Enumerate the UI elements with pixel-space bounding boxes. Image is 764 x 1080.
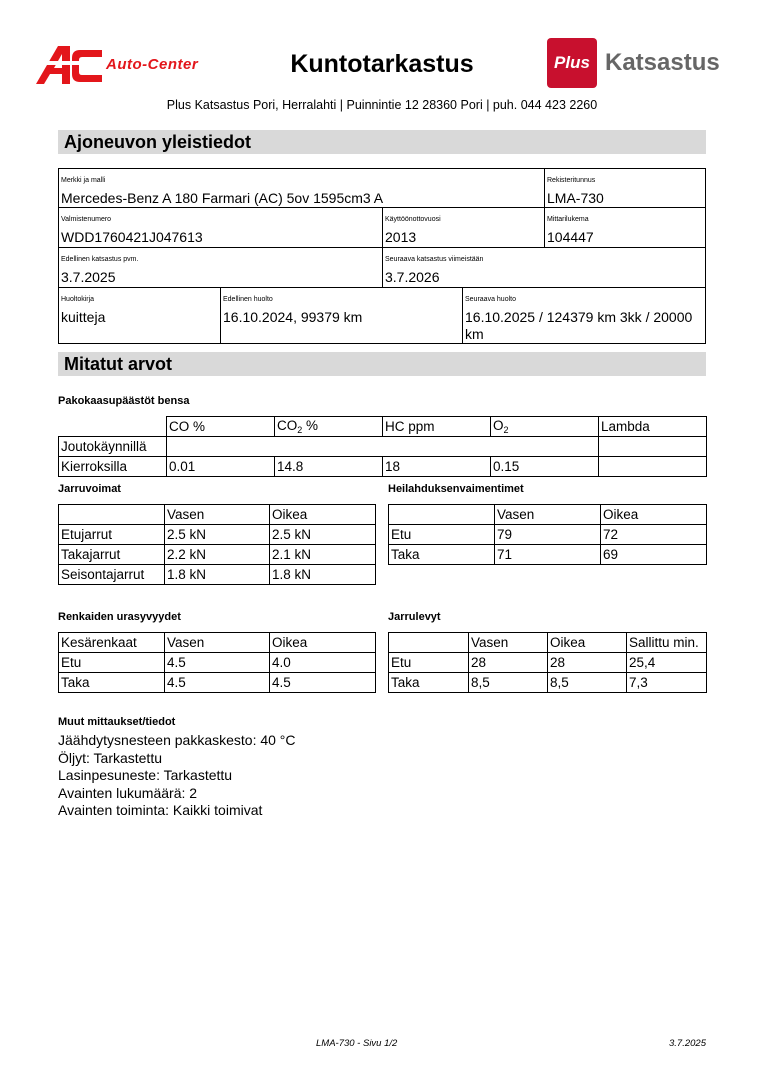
table-row [389,545,707,565]
page-title: Kuntotarkastus [290,50,474,78]
ac-logo-text: Auto-Center [106,56,199,73]
table-cell [599,437,707,457]
field-label: Käyttöönottovuosi [385,216,441,223]
field-label: Seuraava huolto [465,296,516,303]
field-next-inspection [382,247,706,288]
section-header-general [58,130,706,154]
emissions-table [58,416,707,477]
discs-table [388,632,707,693]
column-header: Vasen [469,633,548,653]
field-value: kuitteja [61,309,106,325]
table-header-row [389,505,707,525]
auto-center-logo [36,44,226,86]
table-cell: 79 [495,525,601,545]
field-label: Huoltokirja [61,296,95,303]
discs-heading: Jarrulevyt [388,611,441,623]
field-label: Mittarilukema [547,216,589,223]
table-row [59,673,376,693]
table-cell: 2.5 kN [270,525,376,545]
field-label: Edellinen katsastus pvm. [61,256,139,263]
table-cell [59,417,167,437]
dampers-table [388,504,707,565]
column-header: Vasen [165,633,270,653]
table-cell: 71 [495,545,601,565]
column-header: Vasen [495,505,601,525]
other-heading: Muut mittaukset/tiedot [58,716,176,728]
footer-date: 3.7.2025 [669,1038,706,1049]
footer-page: LMA-730 - Sivu 1/2 [316,1038,398,1049]
field-label: Valmistenumero [61,216,112,223]
column-header [275,417,383,437]
other-list [58,732,296,820]
row-label: Kierroksilla [59,457,167,477]
table-cell: 7,3 [627,673,707,693]
plus-logo-box: Plus [547,38,597,88]
table-row [59,437,707,457]
field-last-service [220,287,463,344]
table-cell: 4.5 [165,653,270,673]
table-cell: 18 [383,457,491,477]
column-header: Sallittu min. [627,633,707,653]
other-line: Jäähdytysnesteen pakkaskesto: 40 °C [58,732,296,748]
table-cell: 0.01 [167,457,275,477]
table-cell: 25,4 [627,653,707,673]
row-label: Takajarrut [59,545,165,565]
table-cell [389,633,469,653]
field-next-service [462,287,706,344]
field-make-model [58,168,545,208]
row-label: Etu [389,525,495,545]
table-cell [599,457,707,477]
table-cell: 8,5 [548,673,627,693]
field-year [382,207,545,248]
table-cell: 1.8 kN [165,565,270,585]
column-header: HC ppm [383,417,491,437]
subscript: 2 [503,425,509,435]
table-row [59,457,707,477]
plus-katsastus-logo [547,38,729,88]
table-row [389,525,707,545]
row-label: Taka [59,673,165,693]
table-cell: 28 [548,653,627,673]
table-cell: 4.5 [165,673,270,693]
field-label: Seuraava katsastus viimeistään [385,256,484,263]
field-value: 104447 [547,229,594,245]
subscript: 2 [297,425,303,435]
field-value: 2013 [385,229,417,245]
field-value: Mercedes-Benz A 180 Farmari (AC) 5ov 1595cm3 A [61,190,384,206]
table-header-row [389,633,707,653]
table-row [389,653,707,673]
brakes-table [58,504,376,585]
table-cell: 14.8 [275,457,383,477]
field-registration [544,168,706,208]
table-row [59,565,376,585]
field-label: Edellinen huolto [223,296,273,303]
brakes-heading: Jarruvoimat [58,483,121,495]
table-cell: 4.5 [270,673,376,693]
contact-line: Plus Katsastus Pori, Herralahti | Puinnintie 12 28360 Pori | puh. 044 423 2260 [166,98,598,112]
emissions-heading: Pakokaasupäästöt bensa [58,395,190,407]
o2-label: O [493,418,504,433]
tires-heading: Renkaiden urasyvyydet [58,611,181,623]
other-line: Avainten toiminta: Kaikki toimivat [58,802,263,818]
field-last-inspection [58,247,383,288]
field-vin [58,207,383,248]
row-label: Taka [389,545,495,565]
tires-table [58,632,376,693]
column-header [491,417,599,437]
field-odometer [544,207,706,248]
row-label: Etu [389,653,469,673]
table-header-row [59,505,376,525]
co2-unit: % [302,418,319,433]
table-cell [389,505,495,525]
row-label: Etu [59,653,165,673]
plus-logo-text: Katsastus [605,49,720,76]
table-row [59,653,376,673]
table-cell: 0.15 [491,457,599,477]
table-cell: 69 [601,545,707,565]
table-row [59,525,376,545]
column-header: Kesärenkaat [59,633,165,653]
row-label: Taka [389,673,469,693]
section-title: Mitatut arvot [64,354,172,374]
other-line: Öljyt: Tarkastettu [58,749,163,766]
row-label: Seisontajarrut [59,565,165,585]
column-header: Vasen [165,505,270,525]
ac-mark-icon [36,44,106,86]
field-value: 16.10.2024, 99379 km [223,309,363,325]
table-cell: 8,5 [469,673,548,693]
field-value: 3.7.2025 [61,269,116,285]
table-cell: 1.8 kN [270,565,376,585]
table-header-row [59,633,376,653]
column-header: Oikea [270,505,376,525]
table-header-row [59,417,707,437]
column-header: Lambda [599,417,707,437]
section-header-measured [58,352,706,376]
table-cell: 2.1 kN [270,545,376,565]
field-label: Rekisteritunnus [547,177,596,184]
table-cell [167,437,599,457]
dampers-heading: Heilahduksenvaimentimet [388,483,524,495]
table-cell: 2.2 kN [165,545,270,565]
column-header: Oikea [270,633,376,653]
section-title: Ajoneuvon yleistiedot [64,132,252,152]
table-cell [59,505,165,525]
field-value: LMA-730 [547,190,604,206]
table-cell: 28 [469,653,548,673]
field-label: Merkki ja malli [61,177,106,184]
row-label: Etujarrut [59,525,165,545]
field-service-book [58,287,221,344]
column-header: Oikea [601,505,707,525]
field-value: 16.10.2025 / 124379 km 3kk / 20000 km [465,309,693,342]
table-cell: 72 [601,525,707,545]
other-line: Lasinpesuneste: Tarkastettu [58,767,233,783]
co2-label: CO [277,418,298,433]
row-label: Joutokäynnillä [59,437,167,457]
other-line: Avainten lukumäärä: 2 [58,784,198,801]
table-row [389,673,707,693]
field-value: WDD1760421J047613 [61,229,203,245]
table-cell: 2.5 kN [165,525,270,545]
table-cell: 4.0 [270,653,376,673]
column-header: Oikea [548,633,627,653]
field-value: 3.7.2026 [385,269,440,285]
table-row [59,545,376,565]
column-header: CO % [167,417,275,437]
